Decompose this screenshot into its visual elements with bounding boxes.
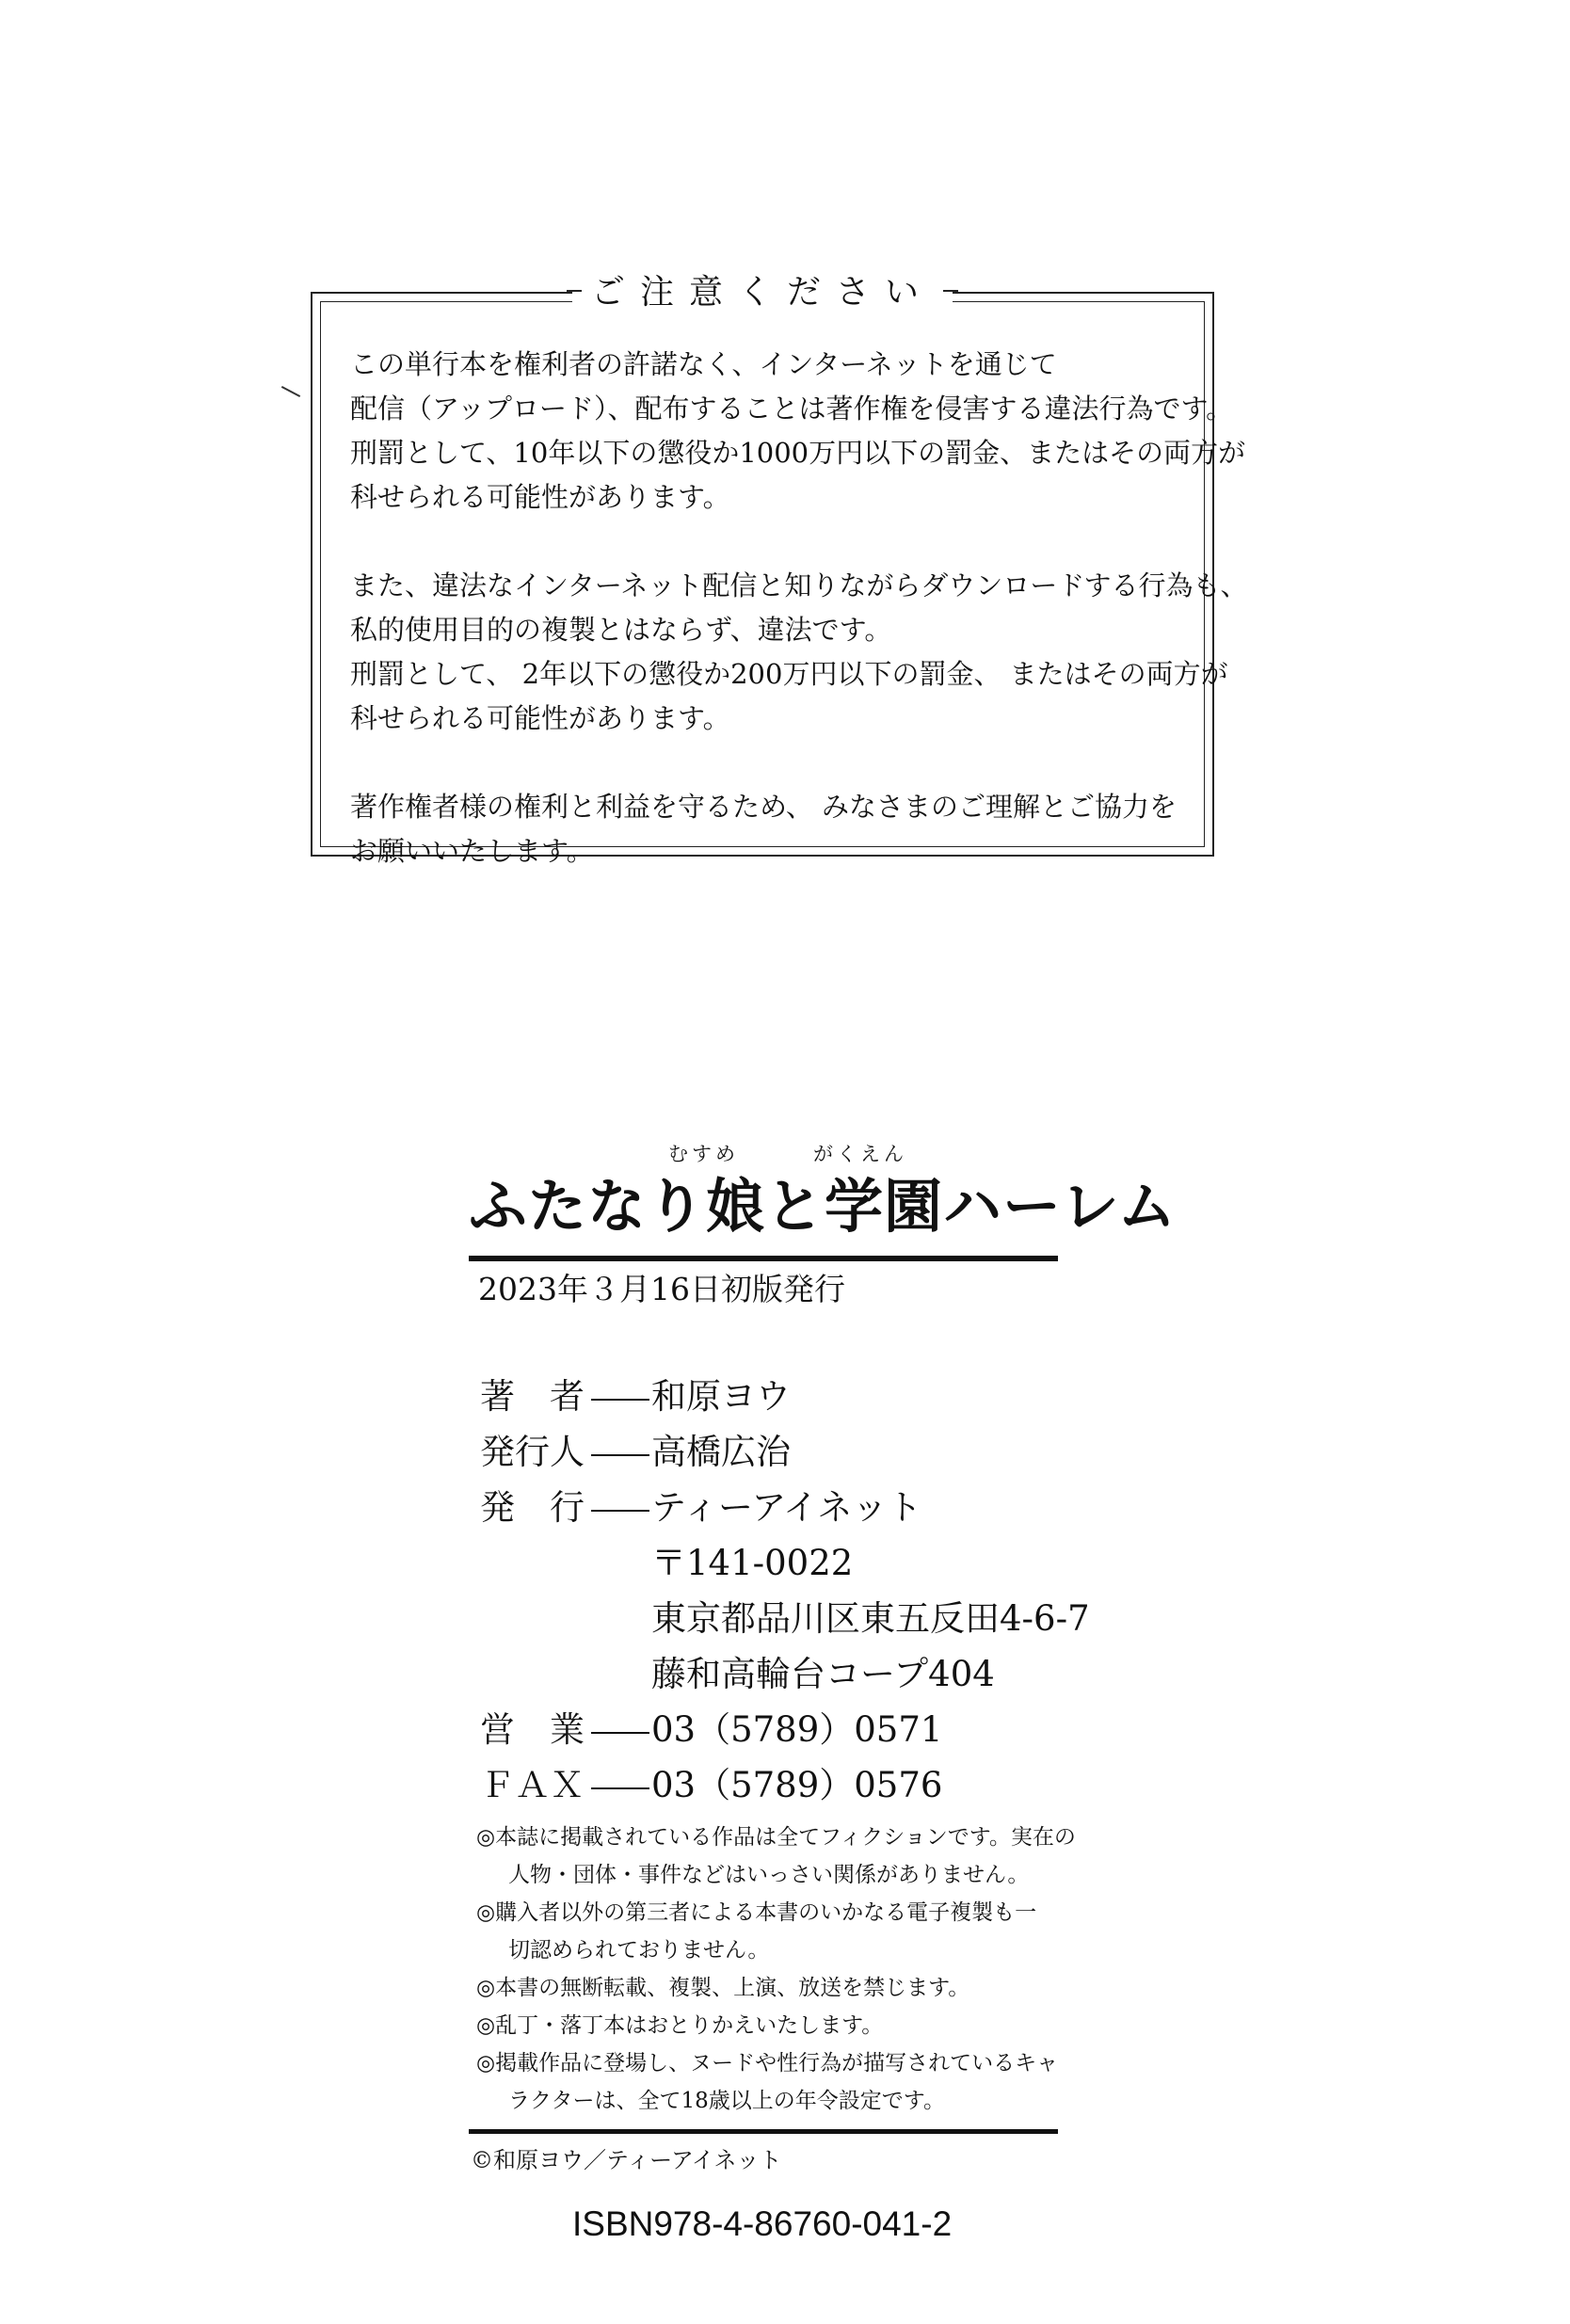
notice-line: 科せられる可能性があります。	[350, 481, 730, 513]
publisher-name: ティーアイネット	[651, 1487, 922, 1528]
title-ruby	[469, 1139, 1052, 1173]
copyright-notice-box	[311, 273, 1248, 867]
leader-dash	[591, 1702, 651, 1757]
sales-row	[480, 1702, 1052, 1757]
publisher-person-name: 高橋広治	[651, 1432, 791, 1472]
notice-line: この単行本を権利者の許諾なく、インターネットを通じて	[350, 348, 1057, 380]
copyright-line: ©和原ヨウ／ティーアイネット	[471, 2147, 782, 2173]
notice-line: お願いいたします。	[350, 835, 594, 867]
notes-rule	[469, 2129, 1058, 2134]
notice-line: また、違法なインターネット配信と知りながらダウンロードする行為も、	[350, 569, 1248, 601]
note-line: ◎乱丁・落丁本はおとりかえいたします。	[476, 2013, 884, 2038]
publication-info	[480, 1369, 1090, 1813]
fax-row	[480, 1757, 1052, 1813]
notice-line: 私的使用目的の複製とはならず、違法です。	[350, 614, 892, 646]
notes	[476, 1819, 1076, 2120]
author-name: 和原ヨウ	[651, 1376, 791, 1417]
sales-phone: 03（5789）0571	[651, 1709, 943, 1750]
notice-paragraph	[350, 785, 1197, 874]
publisher-person-row	[480, 1424, 1052, 1480]
sales-label: 営 業	[480, 1709, 585, 1750]
author-row	[480, 1369, 1052, 1424]
publisher-row	[480, 1480, 1052, 1535]
notice-title: ご注意ください	[572, 265, 953, 313]
publish-date: 2023年３月16日初版発行	[478, 1271, 845, 1307]
fax-label: ＦＡＸ	[480, 1765, 585, 1805]
author-label: 著 者	[480, 1376, 585, 1417]
notice-line: 刑罰として、10年以下の懲役か1000万円以下の罰金、またはその両方が	[350, 437, 1246, 469]
note-line: ◎掲載作品に登場し、ヌードや性行為が描写されているキャ	[476, 2051, 1059, 2076]
note-line: 人物・団体・事件などはいっさい関係がありません。	[508, 1863, 1030, 1887]
notice-paragraph	[350, 564, 1248, 741]
book-title: ふたなり娘と学園ハーレム	[469, 1172, 1178, 1241]
isbn: ISBN978-4-86760-041-2	[572, 2204, 953, 2243]
ruby-musume: むすめ	[668, 1143, 739, 1165]
publisher-label: 発 行	[480, 1487, 585, 1528]
postal-code: 〒141-0022	[651, 1543, 854, 1583]
address-line-2: 藤和高輪台コープ404	[651, 1654, 995, 1694]
notice-line: 科せられる可能性があります。	[350, 702, 730, 734]
note-line: 切認められておりません。	[508, 1938, 770, 1963]
note-line: ◎購入者以外の第三者による本書のいかなる電子複製も一	[476, 1900, 1037, 1925]
publisher-person-label: 発行人	[480, 1432, 585, 1472]
leader-dash	[591, 1480, 651, 1535]
colophon	[469, 1139, 1178, 2247]
notice-line: 刑罰として、 2年以下の懲役か200万円以下の罰金、 またはその両方が	[350, 658, 1228, 690]
ruby-gakuen: がくえん	[813, 1143, 907, 1165]
margin-mark	[281, 386, 300, 397]
note-line: ◎本誌に掲載されている作品は全てフィクションです。実在の	[476, 1825, 1076, 1850]
note-line: ラクターは、全て18歳以上の年令設定です。	[508, 2089, 945, 2113]
fax-number: 03（5789）0576	[651, 1765, 943, 1805]
leader-dash	[591, 1424, 651, 1480]
notice-line: 配信（アップロード）、配布することは著作権を侵害する違法行為です。	[350, 393, 1234, 425]
leader-dash	[591, 1369, 651, 1424]
notice-body	[350, 343, 1248, 874]
address-line-1: 東京都品川区東五反田4-6-7	[651, 1598, 1090, 1639]
leader-dash	[591, 1757, 651, 1813]
title-rule	[469, 1256, 1058, 1261]
notice-line: 著作権者様の権利と利益を守るため、 みなさまのご理解とご協力を	[350, 791, 1178, 823]
notice-paragraph	[350, 343, 1246, 520]
note-line: ◎本書の無断転載、複製、上演、放送を禁じます。	[476, 1976, 970, 2000]
